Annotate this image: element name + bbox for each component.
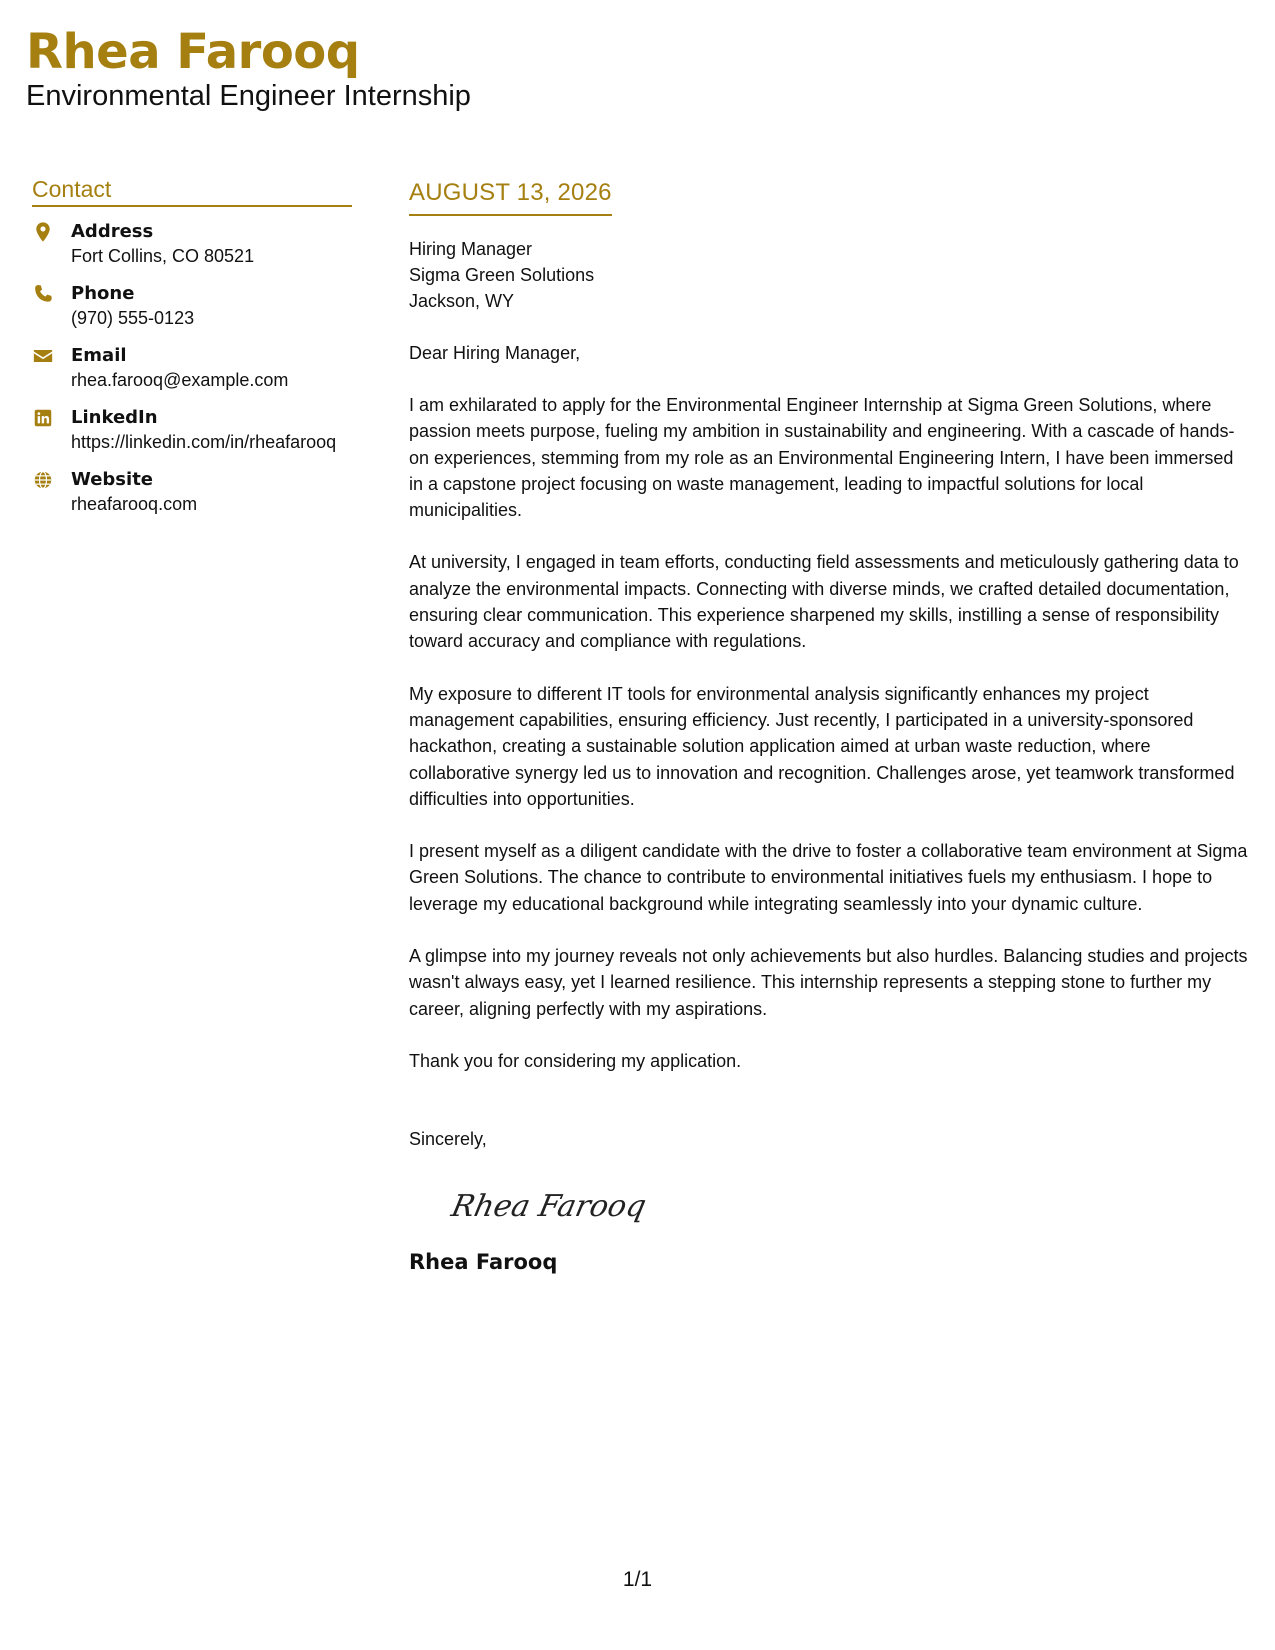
contact-label: LinkedIn [71,407,158,428]
recipient-block [409,236,1249,314]
salutation: Dear Hiring Manager, [409,343,581,363]
linkedin-icon [32,407,54,429]
paragraph-5: A glimpse into my journey reveals not only achievements but also hurdles. Balancing studies and projects wasn't always easy, yet I learned resilience. This internship represents a stepping stone to further my career, aligning perfectly with my aspirations. [409,946,1248,1019]
paragraph-3: My exposure to different IT tools for environmental analysis significantly enhances my project management capabilities, ensuring efficiency. Just recently, I participated in a university-sponsored hackathon, creating a sustainable solution application aimed at urban waste reduction, where collaborative synergy led us to innovation and recognition. Challenges arose, yet teamwork transformed difficulties into opportunities. [409,683,1235,809]
closing: Sincerely, [409,1129,487,1150]
contact-list [32,219,352,517]
contact-label: Email [71,345,127,366]
contact-item-phone [32,281,352,331]
contact-label: Website [71,469,154,490]
phone-value: (970) 555-0123 [71,308,195,328]
paragraph-4: I present myself as a diligent candidate with the drive to foster a collaborative team environment at Sigma Green Solutions. The chance to contribute to environmental initiatives fuels my enthusiasm. I hope to leverage my educational background while integrating seamlessly into your dynamic culture. [409,841,1248,914]
map-pin-icon [32,221,54,243]
address-value: Fort Collins, CO 80521 [71,246,255,266]
contact-sidebar [32,176,352,529]
contact-label: Phone [71,283,135,304]
recipient-title: Hiring Manager [409,239,533,259]
contact-item-website [32,467,352,517]
signature-text: Rhea Farooq [448,1189,647,1225]
email-value[interactable]: rhea.farooq@example.com [71,370,289,390]
signer-name: Rhea Farooq [409,1250,558,1275]
contact-item-address [32,219,352,269]
contact-label: Address [71,221,154,242]
email-icon [32,345,54,367]
globe-icon [32,469,54,491]
website-value[interactable]: rheafarooq.com [71,494,198,514]
paragraph-2: At university, I engaged in team efforts, conducting field assessments and meticulously gathering data to analyze the environmental impacts. Connecting with diverse minds, we crafted detailed documentation, ensuring clear communication. This experience sharpened my skills, instilling a sense of responsibility toward accuracy and compliance with regulations. [409,552,1239,652]
letter-date: AUGUST 13, 2026 [409,178,612,216]
contact-item-linkedin [32,405,352,455]
paragraph-6: Thank you for considering my application. [409,1050,742,1071]
contact-item-email [32,343,352,393]
header [26,22,471,114]
recipient-location: Jackson, WY [409,291,515,311]
applicant-name: Rhea Farooq [26,24,360,80]
page-number: 1/1 [622,1568,653,1591]
contact-heading: Contact [32,176,352,207]
letter-body [409,178,1249,1276]
handwritten-signature [447,1174,647,1234]
paragraph-1: I am exhilarated to apply for the Environmental Engineer Internship at Sigma Green Solutions, where passion meets purpose, fueling my ambition in sustainability and engineering. With a cascade of hands-on experiences, stemming from my role as an Environmental Engineering Intern, I have been immersed in a capstone project focusing on waste management, leading to impactful solutions for local municipalities. [409,395,1235,521]
phone-icon [32,283,54,305]
job-title: Environmental Engineer Internship [26,80,471,112]
recipient-company: Sigma Green Solutions [409,265,595,285]
linkedin-value[interactable]: https://linkedin.com/in/rheafarooq [71,432,337,452]
